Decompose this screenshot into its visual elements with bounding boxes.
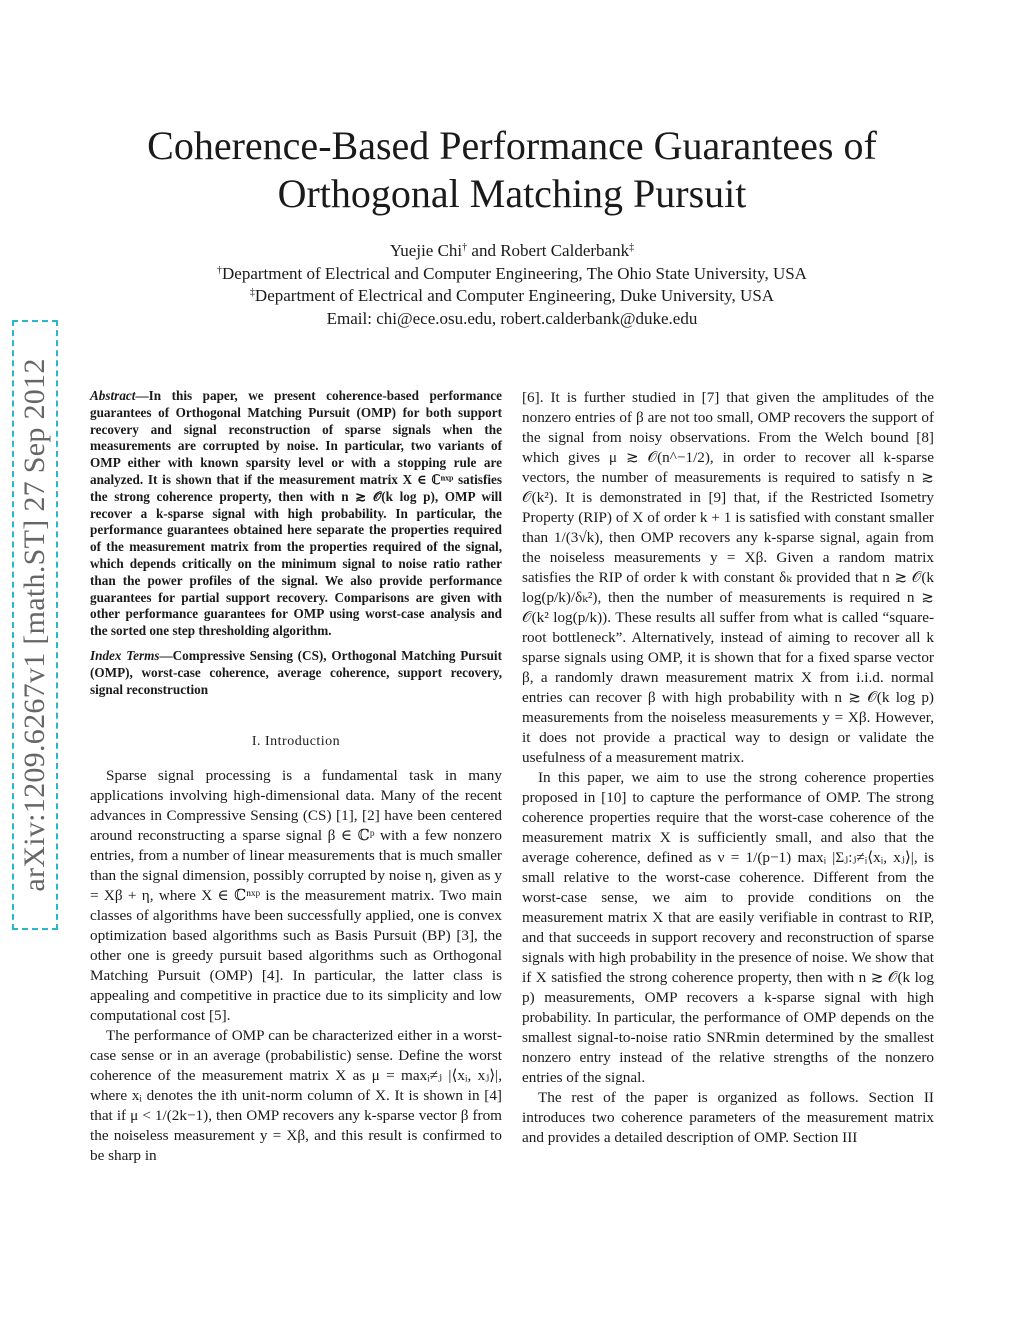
index-terms	[90, 648, 502, 698]
and-text: and	[467, 241, 501, 260]
right-paragraph-3: The rest of the paper is organized as follows. Section II introduces two coherence parameters of the measurement matrix and provides a detailed description of OMP. Section III	[522, 1089, 934, 1146]
abstract	[90, 388, 502, 640]
ddagger-mark: ‡	[629, 242, 635, 253]
right-paragraph-1: [6]. It is further studied in [7] that given the amplitudes of the nonzero entries of β are not too small, OMP recovers the support of the signal from noisy observations. From the Welch bound [8] which gives μ ≳ 𝒪(n^−1/2), in order to recover all k-sparse vectors, the number of measurements is required to satisfy n ≳ 𝒪(k²). It is demonstrated in [9] that, if the Restricted Isometry Property (RIP) of X of order k + 1 is satisfied with constant smaller than 1/(3√k), then OMP recovers any k-sparse signal, again from the noiseless measurements y = Xβ. Given a random matrix satisfies the RIP of order k with constant δₖ provided that n ≳ 𝒪(k log(p/k)/δₖ²), then the number of measurements is required n ≳ 𝒪(k² log(p/k)). These results all suffer from what is called “square-root bottleneck”. Alternatively, instead of aiming to recover all k sparse signals using OMP, it is shown that for a fixed sparse vector β, a randomly drawn measurement matrix X from i.i.d. normal entries can recover β with high probability with n ≳ 𝒪(k log p) measurements from the noiseless measurements y = Xβ. However, it does not provide a practical way to design or validate the usefulness of a measurement matrix.	[522, 389, 934, 766]
arxiv-sidebar-stamp: arXiv:1209.6267v1 [math.ST] 27 Sep 2012	[12, 320, 58, 930]
affiliation-2	[60, 285, 964, 308]
author-2: Robert Calderbank	[500, 241, 630, 260]
index-terms-label: Index Terms	[90, 647, 160, 663]
right-paragraph-2: In this paper, we aim to use the strong coherence properties proposed in [10] to capture the performance of OMP. The strong coherence properties require that the worst-case coherence of the measurement matrix X is sufficiently small, and also that the average coherence, defined as ν = 1/(p−1) maxᵢ |Σⱼ:ⱼ≠ᵢ⟨xᵢ, xⱼ⟩|, is small relative to the worst-case coherence. Different from the worst-case sense, we aim to provide conditions on the measurement matrix X that are easily verifiable in contrast to RIP, and that succeeds in support recovery and reconstruction of sparse signals with high probability in the presence of noise. We show that if X satisfied the strong coherence property, then with n ≳ 𝒪(k log p) measurements, OMP recovers a k-sparse signal with high probability. In particular, the performance of OMP depends on the smallest signal-to-noise ratio SNRmin determined by the smallest nonzero entry instead of the relative strengths of the nonzero entries of the signal.	[522, 769, 934, 1086]
left-column	[90, 388, 502, 1166]
author-1: Yuejie Chi	[389, 241, 463, 260]
right-column	[522, 388, 934, 1148]
index-terms-text: —Compressive Sensing (CS), Orthogonal Matching Pursuit (OMP), worst-case coherence, average coherence, support recovery, signal reconstruction	[90, 647, 502, 697]
title-line-2: Orthogonal Matching Pursuit	[277, 171, 747, 216]
ddagger-mark: ‡	[249, 287, 255, 298]
affiliation-1-text: Department of Electrical and Computer Engineering, The Ohio State University, USA	[222, 263, 807, 283]
dagger-mark: †	[217, 264, 223, 276]
abstract-label: Abstract	[90, 388, 136, 403]
paper-title	[60, 122, 964, 218]
affiliation-1	[60, 263, 964, 286]
section-heading-introduction: I. Introduction	[251, 734, 341, 750]
abstract-text: —In this paper, we present coherence-based performance guarantees of Orthogonal Matching Pursuit (OMP) for both support recovery and signal reconstruction of sparse signals when the measurements are corrupted by noise. In particular, two variants of OMP either with known sparsity level or with a stopping rule are analyzed. It is shown that if the measurement matrix X ∈ ℂⁿˣᵖ satisfies the strong coherence property, then with n ≳ 𝒪(k log p), OMP will recover a k-sparse signal with high probability. In particular, the performance guarantees obtained here separate the properties required of the measurement matrix from the properties required of the signal, which depends critically on the minimum signal to noise ratio rather than the power profiles of the signal. We also provide performance guarantees for partial support recovery. Comparisons are given with other performance guarantees for OMP using worst-case analysis and the sorted one step thresholding algorithm.	[90, 388, 502, 639]
author-block	[60, 240, 964, 330]
intro-paragraph-2: The performance of OMP can be characterized either in a worst-case sense or in an average (probabilistic) sense. Define the worst coherence of the measurement matrix X as μ = maxᵢ≠ⱼ |⟨xᵢ, xⱼ⟩|, where xᵢ denotes the ith unit-norm column of X. It is shown in [4] that if μ < 1/(2k−1), then OMP recovers any k-sparse vector β from the noiseless measurement y = Xβ, and this result is confirmed to be sharp in	[90, 1027, 502, 1165]
email-line: Email: chi@ece.osu.edu, robert.calderbank@duke.edu	[326, 308, 698, 328]
author-names	[60, 240, 964, 263]
intro-paragraph-1: Sparse signal processing is a fundamental task in many applications involving high-dimensional data. Many of the recent advances in Compressive Sensing (CS) [1], [2] have been centered around reconstructing a sparse signal β ∈ ℂᵖ with a few nonzero entries, from a number of linear measurements that is much smaller than the signal dimension, possibly corrupted by noise η, given as y = Xβ + η, where X ∈ ℂⁿˣᵖ is the measurement matrix. Two main classes of algorithms have been successfully applied, one is convex optimization based algorithms such as Basis Pursuit (BP) [3], the other one is greedy pursuit based algorithms such as Orthogonal Matching Pursuit (OMP) [4]. In particular, the latter class is appealing and competitive in practice due to its simplicity and low computational cost [5].	[90, 767, 502, 1025]
title-line-1: Coherence-Based Performance Guarantees of	[147, 123, 877, 168]
affiliation-2-text: Department of Electrical and Computer Engineering, Duke University, USA	[254, 286, 775, 305]
dagger-mark: †	[462, 242, 468, 253]
